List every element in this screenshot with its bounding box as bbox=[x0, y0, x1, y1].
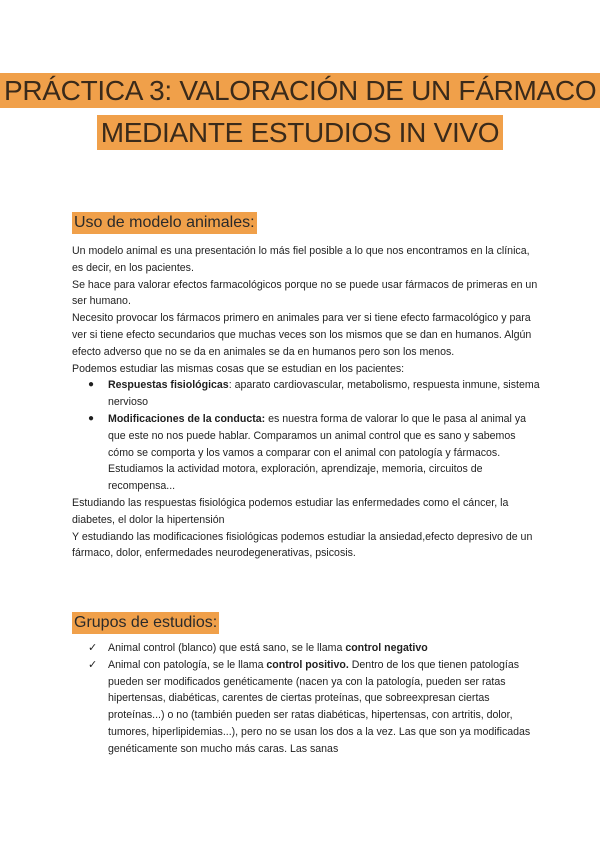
list-item bbox=[72, 377, 542, 411]
bullet-icon: ● bbox=[88, 379, 95, 391]
checkmark-icon: ✓ bbox=[88, 642, 98, 654]
bullet-text: : aparato cardiovascular, metabolismo, respuesta inmune, sistema nervioso bbox=[108, 379, 540, 409]
paragraph: Y estudiando las modificaciones fisiológicas podemos estudiar la ansiedad,efecto depresivo de un fármaco, dolor, enfermedades neurodegenerativas, psicosis. bbox=[72, 530, 533, 560]
item-bold: control negativo bbox=[345, 642, 428, 654]
item-text: Dentro de los que tienen patologías pueden ser modificados genéticamente (nacen ya con la patología, pueden ser ratas hipertensas, diabéticas, carentes de ciertas proteínas, que sobreexpresan ciertas proteínas...) o no (también pueden ser ratas diabéticas, hipertensas, con artritis, dolor, tumores, hiperlipidemias...), pero no se usan los dos a la vez. Las que son ya modificadas genéticamente son mucho más caras. Las sanas bbox=[108, 658, 531, 755]
bullet-text: es nuestra forma de valorar lo que le pasa al animal ya que este no nos puede hablar. Comparamos un animal control que es sano y sabemos cómo se comporta y los vamos a comparar con el animal con patología y fármacos. Estudiamos la actividad motora, exploración, aprendizaje, memoria, circuitos de recompensa... bbox=[108, 412, 527, 493]
section-heading-modelos: Uso de modelo animales: bbox=[72, 212, 257, 234]
checkmark-icon: ✓ bbox=[88, 658, 98, 671]
bullet-icon: ● bbox=[88, 412, 95, 424]
item-text: Animal control (blanco) que está sano, se le llama bbox=[108, 642, 346, 654]
paragraph: Se hace para valorar efectos farmacológicos porque no se puede usar fármacos de primeras en un ser humano. bbox=[72, 278, 538, 308]
list-item bbox=[72, 657, 542, 758]
paragraph: Un modelo animal es una presentación lo más fiel posible a lo que nos encontramos en la clínica, es decir, en los pacientes. bbox=[72, 245, 530, 274]
bullet-bold: Modificaciones de la conducta: bbox=[108, 412, 266, 425]
paragraph: Necesito provocar los fármacos primero en animales para ver si tiene efecto farmacológico y para ver si tiene efecto secundarios que muchas veces son los mismos que se dan en humanos. Algún efecto adverso que no se da en animales se da en humanos pero son los menos. bbox=[72, 312, 532, 358]
check-list bbox=[72, 640, 542, 758]
bullet-list bbox=[72, 377, 542, 495]
paragraph: Estudiando las respuestas fisiológica podemos estudiar las enfermedades como el cáncer, la diabetes, el dolor la hipertensión bbox=[72, 496, 509, 526]
item-bold: control positivo. bbox=[266, 658, 349, 671]
section1-body bbox=[72, 243, 542, 562]
title-block bbox=[0, 70, 600, 154]
section-heading-grupos: Grupos de estudios: bbox=[72, 612, 219, 634]
list-item bbox=[72, 411, 542, 495]
paragraph: Podemos estudiar las mismas cosas que se estudian en los pacientes: bbox=[72, 362, 405, 375]
section2-body bbox=[72, 640, 542, 758]
list-item bbox=[72, 640, 542, 657]
bullet-bold: Respuestas fisiológicas bbox=[108, 379, 229, 392]
item-text: Animal con patología, se le llama bbox=[108, 658, 267, 671]
page-title: PRÁCTICA 3: VALORACIÓN DE UN FÁRMACO MEDIANTE ESTUDIOS IN VIVO bbox=[0, 73, 600, 150]
